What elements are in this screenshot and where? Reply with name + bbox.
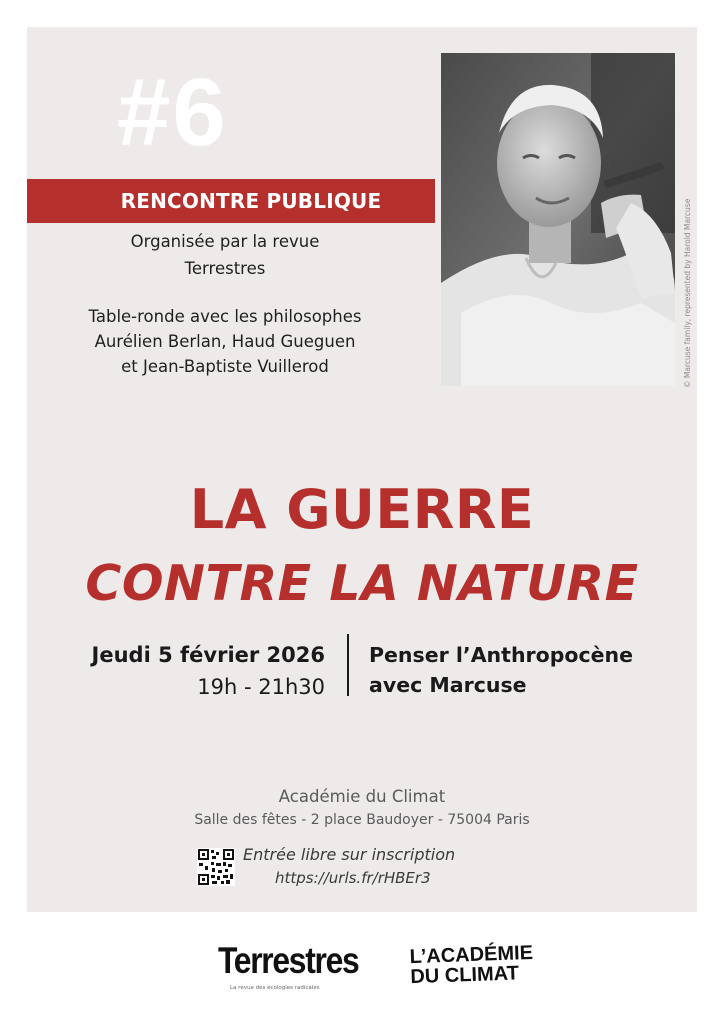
event-subtitle-line-1: Penser l’Anthropocène — [369, 643, 634, 667]
event-subtitle — [369, 640, 689, 700]
academie-du-climat-logo — [409, 943, 534, 987]
organizer-name: Terrestres — [184, 259, 266, 278]
academie-logo-line-1: L’ACADÉMIE — [409, 941, 534, 969]
date-divider — [347, 634, 349, 696]
panelists-line: et Jean-Baptiste Vuillerod — [121, 357, 329, 376]
organizer-line: Organisée par la revue — [130, 232, 320, 251]
panelists-line: Aurélien Berlan, Haud Gueguen — [94, 332, 356, 351]
academie-logo-line-2: DU CLIMAT — [410, 962, 520, 989]
portrait-photo — [441, 53, 675, 386]
event-date: Jeudi 5 février 2026 — [91, 643, 325, 667]
organizer-text — [40, 228, 410, 282]
venue-address: Salle des fêtes - 2 place Baudoyer - 75004 Paris — [194, 812, 530, 828]
main-title-line-1: LA GUERRE — [189, 478, 535, 541]
panelists-text — [40, 304, 410, 379]
portrait-photo-illustration — [441, 53, 675, 386]
qr-code-icon[interactable] — [197, 848, 235, 886]
photo-credit: © Marcuse family, represented by Harold Marcuse — [683, 198, 692, 388]
issue-number: #6 — [117, 59, 228, 166]
venue-name: Académie du Climat — [278, 787, 446, 806]
event-type-label: RENCONTRE PUBLIQUE — [120, 189, 382, 213]
registration-link[interactable]: https://urls.fr/rHBEr3 — [275, 869, 431, 887]
panelists-line: Table-ronde avec les philosophes — [88, 307, 362, 326]
terrestres-tagline: La revue des écologies radicales — [230, 985, 320, 991]
registration-text: Entrée libre sur inscription — [243, 845, 456, 864]
terrestres-logo: Terrestres — [218, 940, 359, 981]
event-subtitle-line-2: avec Marcuse — [369, 673, 527, 697]
event-time: 19h - 21h30 — [197, 675, 325, 699]
main-title-line-2: CONTRE LA NATURE — [85, 555, 639, 612]
event-type-banner — [27, 179, 435, 223]
